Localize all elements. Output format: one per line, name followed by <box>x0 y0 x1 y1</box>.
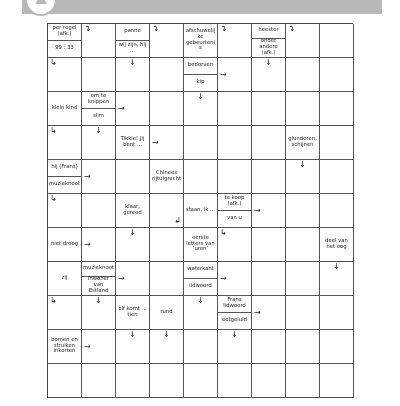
clue-cell <box>184 262 218 296</box>
answer-cell[interactable] <box>116 228 150 262</box>
crossword-puzzle <box>47 23 353 406</box>
clue-text: slim <box>82 108 115 125</box>
clue-cell <box>150 160 184 194</box>
clue-text: glunderen, schijnen <box>288 135 317 148</box>
answer-cell[interactable] <box>48 364 82 398</box>
arrow-down-right-icon: ↳ <box>50 194 57 203</box>
arrow-down-icon: ↓ <box>95 296 102 305</box>
answer-cell[interactable] <box>320 58 354 92</box>
arrow-down-right-icon: ↳ <box>50 296 57 305</box>
answer-cell[interactable] <box>286 160 320 194</box>
clue-text: onder andere (afk.) <box>252 38 285 57</box>
answer-cell[interactable] <box>116 92 150 126</box>
arrow-right-icon: → <box>84 171 91 181</box>
clue-text: afschuwelijke gebeurtenis <box>185 27 216 52</box>
clue-text: muzieknoot <box>83 265 115 272</box>
arrow-right-icon: → <box>84 239 91 249</box>
arrow-right-icon: → <box>118 273 125 283</box>
clue-text: waterkant <box>187 266 214 273</box>
arrow-down-right-icon: ↳ <box>220 228 227 237</box>
clue-cell <box>82 92 116 126</box>
answer-cell[interactable] <box>82 126 116 160</box>
clue-text: elf komt ... tien <box>118 305 147 318</box>
answer-cell[interactable] <box>184 126 218 160</box>
clue-text: eetgeluid <box>218 312 251 329</box>
answer-cell[interactable] <box>184 92 218 126</box>
arrow-corner-down-icon: ↲ <box>174 216 181 225</box>
answer-cell[interactable] <box>320 364 354 398</box>
answer-cell[interactable] <box>48 58 82 92</box>
clue-text: muzieknoot <box>48 176 81 193</box>
answer-cell[interactable] <box>320 126 354 160</box>
clue-cell <box>82 262 116 296</box>
answer-cell[interactable] <box>252 228 286 262</box>
answer-cell[interactable] <box>320 330 354 364</box>
arrow-down-icon: ↓ <box>129 228 136 237</box>
arrow-down-right-icon: ↳ <box>50 126 57 135</box>
arrow-down-icon: ↓ <box>95 126 102 135</box>
clue-text: bomen en struiken inkorten <box>51 336 78 355</box>
answer-cell[interactable] <box>218 92 252 126</box>
arrow-down-icon: ↓ <box>299 160 306 169</box>
clue-cell <box>184 194 218 228</box>
answer-cell[interactable] <box>252 194 286 228</box>
clue-cell <box>218 194 252 228</box>
arrow-corner-right-down-icon: ↴ <box>288 24 295 33</box>
answer-cell[interactable] <box>82 296 116 330</box>
clue-text: klein kind <box>51 104 78 111</box>
clue-text: eerste letters van 'uren' <box>186 234 215 253</box>
answer-cell[interactable] <box>150 24 184 58</box>
clue-cell <box>218 296 252 330</box>
arrow-down-icon: ↓ <box>163 330 170 339</box>
arrow-down-icon: ↓ <box>129 330 136 339</box>
answer-cell[interactable] <box>150 262 184 296</box>
clue-text: hij (Frans) <box>51 164 78 171</box>
clue-cell <box>116 126 150 160</box>
clue-text: zij <box>61 274 68 281</box>
answer-cell[interactable] <box>286 330 320 364</box>
clue-text: per regel (afk.) <box>52 25 77 37</box>
arrow-down-icon: ↓ <box>197 92 204 101</box>
clue-cell <box>48 262 82 296</box>
answer-cell[interactable] <box>150 58 184 92</box>
clue-text: panne <box>124 28 141 35</box>
clue-cell <box>48 330 82 364</box>
clue-text: bedorven <box>187 62 214 69</box>
clue-cell <box>252 24 286 58</box>
clue-cell <box>48 92 82 126</box>
arrow-down-icon: ↓ <box>231 330 238 339</box>
arrow-right-icon: → <box>118 103 125 113</box>
answer-cell[interactable] <box>184 330 218 364</box>
answer-cell[interactable] <box>150 228 184 262</box>
clue-text: van u <box>218 210 251 227</box>
answer-cell[interactable] <box>252 296 286 330</box>
answer-cell[interactable] <box>286 228 320 262</box>
clue-text: lidwoord <box>184 278 217 295</box>
clue-cell <box>150 296 184 330</box>
arrow-right-icon: → <box>254 307 261 317</box>
clue-text: deel van het oog <box>325 237 348 250</box>
clue-cell <box>116 24 150 58</box>
clue-cell <box>320 228 354 262</box>
clue-text: rund <box>160 308 173 315</box>
answer-cell[interactable] <box>82 194 116 228</box>
answer-cell[interactable] <box>218 228 252 262</box>
arrow-right-icon: → <box>152 137 159 147</box>
clue-text: staan, ik ... <box>185 206 216 213</box>
answer-cell[interactable] <box>286 24 320 58</box>
arrow-right-icon: → <box>84 341 91 351</box>
answer-cell[interactable] <box>150 330 184 364</box>
answer-cell[interactable] <box>252 92 286 126</box>
answer-cell[interactable] <box>252 330 286 364</box>
arrow-right-icon: → <box>254 205 261 215</box>
answer-cell[interactable] <box>116 262 150 296</box>
answer-cell[interactable] <box>320 194 354 228</box>
answer-cell[interactable] <box>252 58 286 92</box>
answer-cell[interactable] <box>48 126 82 160</box>
answer-cell[interactable] <box>116 364 150 398</box>
answer-cell[interactable] <box>48 194 82 228</box>
clue-text: klaar, gereed <box>123 203 142 216</box>
arrow-corner-right-down-icon: ↴ <box>220 24 227 33</box>
answer-cell[interactable] <box>286 296 320 330</box>
clue-cell <box>184 228 218 262</box>
arrow-down-icon: ↓ <box>197 296 204 305</box>
clue-cell <box>184 24 218 58</box>
clue-cell <box>116 194 150 228</box>
answer-cell[interactable] <box>320 24 354 58</box>
answer-cell[interactable] <box>184 296 218 330</box>
answer-cell[interactable] <box>82 330 116 364</box>
arrow-corner-right-down-icon: ↴ <box>152 24 159 33</box>
arrow-right-icon: → <box>220 69 227 79</box>
clue-text: kip <box>184 74 217 91</box>
answer-cell[interactable] <box>82 58 116 92</box>
clue-cell <box>184 58 218 92</box>
answer-cell[interactable] <box>82 228 116 262</box>
clue-text: Frans lidwoord <box>223 297 246 309</box>
arrow-right-icon: → <box>220 273 227 283</box>
clue-cell <box>48 228 82 262</box>
clue-cell <box>116 296 150 330</box>
clue-text: inwoner van Estland <box>82 276 115 295</box>
answer-cell[interactable] <box>150 92 184 126</box>
answer-cell[interactable] <box>320 92 354 126</box>
arrow-down-right-icon: ↳ <box>50 58 57 67</box>
answer-cell[interactable] <box>320 262 354 296</box>
clue-cell <box>286 126 320 160</box>
answer-cell[interactable] <box>184 364 218 398</box>
answer-cell[interactable] <box>218 330 252 364</box>
answer-cell[interactable] <box>320 160 354 194</box>
clue-cell <box>48 160 82 194</box>
answer-cell[interactable] <box>252 126 286 160</box>
answer-cell[interactable] <box>48 296 82 330</box>
answer-cell[interactable] <box>286 58 320 92</box>
arrow-down-icon: ↓ <box>265 58 272 67</box>
clue-text: 99 : 33 <box>48 40 81 57</box>
arrow-down-icon: ↓ <box>333 262 340 271</box>
answer-cell[interactable] <box>82 24 116 58</box>
answer-cell[interactable] <box>82 364 116 398</box>
answer-cell[interactable] <box>286 194 320 228</box>
header-bar <box>22 0 382 14</box>
answer-cell[interactable] <box>286 92 320 126</box>
answer-cell[interactable] <box>116 330 150 364</box>
clue-text: niet droog <box>50 240 79 247</box>
clue-text: om te knippen <box>87 93 110 105</box>
answer-cell[interactable] <box>218 24 252 58</box>
clue-text: te koop (afk.) <box>224 195 245 207</box>
answer-cell[interactable] <box>286 262 320 296</box>
answer-cell[interactable] <box>320 296 354 330</box>
answer-cell[interactable] <box>150 194 184 228</box>
answer-cell[interactable] <box>286 364 320 398</box>
answer-cell[interactable] <box>184 160 218 194</box>
answer-cell[interactable] <box>218 160 252 194</box>
answer-cell[interactable] <box>218 126 252 160</box>
answer-cell[interactable] <box>252 160 286 194</box>
answer-cell[interactable] <box>252 364 286 398</box>
answer-cell[interactable] <box>116 160 150 194</box>
answer-cell[interactable] <box>252 262 286 296</box>
answer-cell[interactable] <box>150 126 184 160</box>
answer-cell[interactable] <box>150 364 184 398</box>
answer-cell[interactable] <box>218 262 252 296</box>
answer-cell[interactable] <box>116 58 150 92</box>
answer-cell[interactable] <box>218 364 252 398</box>
answer-cell[interactable] <box>82 160 116 194</box>
arrow-down-icon: ↓ <box>129 58 136 67</box>
arrow-corner-right-down-icon: ↴ <box>84 24 91 33</box>
clue-text: Chinees rijtuigrecht <box>151 169 182 182</box>
clue-text: Tikkie! Jij bent ... <box>120 135 145 148</box>
clue-text: wij zijn, hij ... <box>116 40 149 57</box>
clue-text: heester <box>258 27 279 34</box>
answer-cell[interactable] <box>218 58 252 92</box>
clue-cell <box>48 24 82 58</box>
crossword-grid <box>47 23 353 398</box>
